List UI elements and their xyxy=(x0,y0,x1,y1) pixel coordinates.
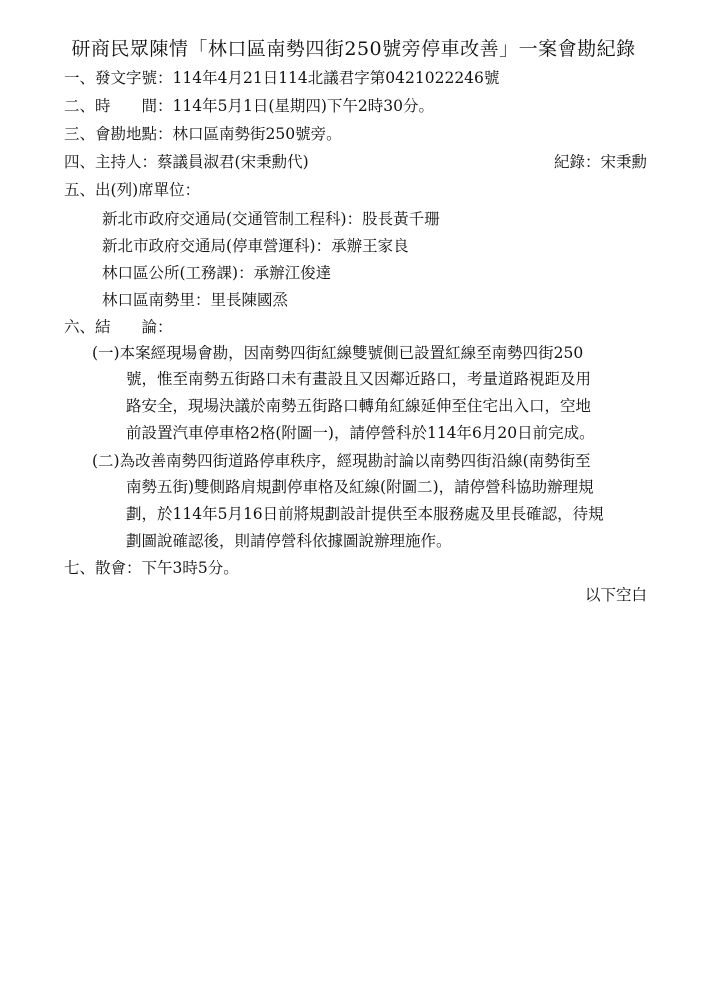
attendee-item: 林口區公所(工務課)：承辦江俊達 xyxy=(102,264,332,282)
conclusion-1-line: 路安全，現場決議於南勢五街路口轉角紅線延伸至住宅出入口，空地 xyxy=(126,397,592,415)
conclusion-1-line: 號，惟至南勢五街路口未有畫設且又因鄰近路口，考量道路視距及用 xyxy=(126,370,592,388)
item-number: 四、 xyxy=(64,153,96,171)
conclusion-label: 結 論： xyxy=(95,318,173,336)
host-row xyxy=(64,150,309,172)
attendees-row xyxy=(64,178,200,200)
doc-number-value: 114年4月21日114北議君字第0421022246號 xyxy=(172,69,500,87)
doc-number-row xyxy=(64,66,499,88)
conclusion-2-line: 南勢五街)雙側路肩規劃停車格及紅線(附圖二)，請停營科協助辦理規 xyxy=(126,478,594,496)
document-title: 研商民眾陳情「林口區南勢四街250號旁停車改善」一案會勘紀錄 xyxy=(71,38,636,60)
item-number: 六、 xyxy=(64,318,96,336)
conclusion-2-line: 劃圖說確認後，則請停營科依據圖說辦理施作。 xyxy=(126,532,452,550)
doc-number-label: 發文字號： xyxy=(95,69,173,87)
attendee-item: 林口區南勢里：里長陳國烝 xyxy=(102,291,289,309)
time-value: 114年5月1日(星期四)下午2時30分。 xyxy=(172,97,435,115)
end-note: 以下空白 xyxy=(584,586,647,604)
recorder: 紀錄：宋秉勳 xyxy=(553,153,647,171)
item-number: 二、 xyxy=(64,97,96,115)
item-number: 一、 xyxy=(64,69,96,87)
item-number: 三、 xyxy=(64,125,96,143)
conclusion-row xyxy=(64,315,173,337)
conclusion-1-line: (一)本案經現場會勘，因南勢四街紅線雙號側已設置紅線至南勢四街250 xyxy=(92,344,584,362)
adjourn-row xyxy=(64,556,239,578)
item-number: 五、 xyxy=(64,181,96,199)
place-value: 林口區南勢街250號旁。 xyxy=(172,125,342,143)
conclusion-2-line: 劃，於114年5月16日前將規劃設計提供至本服務處及里長確認，待規 xyxy=(126,505,604,523)
attendees-label: 出(列)席單位： xyxy=(95,181,201,199)
adjourn-label: 散會： xyxy=(95,559,142,577)
item-number: 七、 xyxy=(64,559,96,577)
conclusion-2-line: (二)為改善南勢四街道路停車秩序，經現勘討論以南勢四街沿線(南勢街至 xyxy=(92,452,591,470)
time-label: 時 間： xyxy=(95,97,173,115)
place-row xyxy=(64,122,342,144)
time-row xyxy=(64,94,434,116)
host-label: 主持人： xyxy=(95,153,158,171)
adjourn-value: 下午3時5分。 xyxy=(141,559,239,577)
place-label: 會勘地點： xyxy=(95,125,173,143)
host-value: 蔡議員淑君(宋秉勳代) xyxy=(157,153,309,171)
conclusion-1-line: 前設置汽車停車格2格(附圖一)，請停營科於114年6月20日前完成。 xyxy=(126,424,595,442)
attendee-item: 新北市政府交通局(交通管制工程科)：股長黃千珊 xyxy=(102,210,440,228)
attendee-item: 新北市政府交通局(停車營運科)：承辦王家良 xyxy=(102,237,409,255)
